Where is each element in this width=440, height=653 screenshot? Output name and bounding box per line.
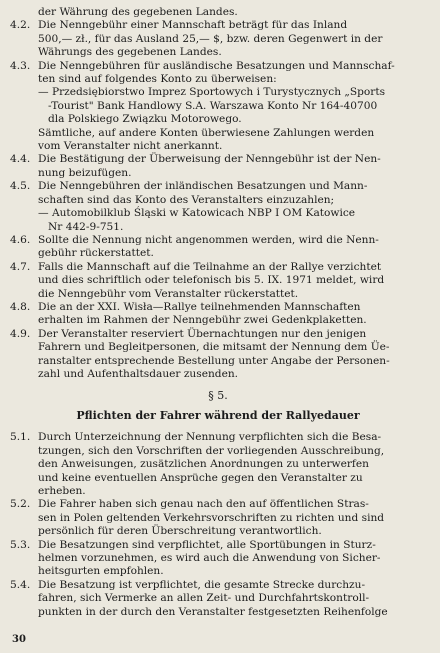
text-line: Sollte die Nennung nicht angenommen werden, wird die Nenn- [38,233,379,246]
paragraph-4-3 [10,60,426,154]
paragraph-5-1 [10,431,426,498]
text-line: Der Veranstalter reserviert Übernachtungen nur den jenigen [38,327,367,340]
text-line: fahren, sich Vermerke an allen Zeit- und Durchfahrtskontroll- [38,592,370,605]
paragraph-body [38,328,426,382]
page-number: 30 [12,634,26,645]
text-line: 500,— zł., für das Ausland 25,— $, bzw. deren Gegenwert in der [38,32,383,45]
paragraph-5-3 [10,539,426,579]
paragraph-body [38,301,426,328]
text-line: erheben. [38,485,86,497]
section-4-items [10,19,426,381]
text-line: — Automobilklub Śląski w Katowicach NBP I OM Katowice [38,207,356,220]
paragraph-number: 4.5. [10,180,31,193]
paragraph-4-7 [10,261,426,301]
text-line: vom Veranstalter nicht anerkannt. [38,140,223,153]
text-line: ranstalter entsprechende Bestellung unter Angabe der Personen- [38,354,390,367]
text-line: zahl und Aufenthaltsdauer zusenden. [38,367,239,380]
text-line: gebühr rückerstattet. [38,247,154,260]
text-line: Sämtliche, auf andere Konten überwiesene Zahlungen werden [38,126,375,139]
text-line: — Przedsiębiorstwo Imprez Sportowych i Turystycznych „Sports [38,86,386,99]
text-line: Falls die Mannschaft auf die Teilnahme an der Rallye verzichtet [38,260,382,273]
paragraph-body [38,431,426,498]
paragraph-body [38,180,426,234]
section-5-items [10,431,426,619]
text-line: Durch Unterzeichnung der Nennung verpflichten sich die Besa- [38,431,382,444]
paragraph-number: 4.4. [10,153,31,166]
text-line: helmen vorzunehmen, es wird auch die Anwendung von Sicher- [38,552,381,565]
paragraph-5-4 [10,579,426,619]
text-line: sen in Polen geltenden Verkehrsvorschriften zu richten und sind [38,511,385,524]
text-line: tzungen, sich den Vorschriften der vorliegenden Ausschreibung, [38,444,385,457]
text-line: Die Bestätigung der Überweisung der Nenngebühr ist der Nen- [38,153,381,166]
text-line: Die Fahrer haben sich genau nach den auf öffentlichen Stras- [38,498,369,511]
paragraph-4-5 [10,180,426,234]
text-line: Die Besatzungen sind verpflichtet, alle Sportübungen in Sturz- [38,538,376,551]
text-line: den Anweisungen, zusätzlichen Anordnungen zu unterwerfen [38,458,369,471]
paragraph-number: 4.9. [10,327,31,340]
text-line: schaften sind das Konto des Veranstalters einzuzahlen; [38,193,335,206]
paragraph-4-4 [10,153,426,180]
text-line: persönlich für deren Überschreitung verantwortlich. [38,525,322,538]
paragraph-body [38,60,426,154]
section-title: Pflichten der Fahrer während der Rallyedauer [76,409,360,423]
paragraph-body [38,539,426,579]
text-line: und keine eventuellen Ansprüche gegen den Veranstalter zu [38,471,363,484]
paragraph-4-8 [10,301,426,328]
paragraph-4-9 [10,328,426,382]
paragraph-number: 5.3. [10,538,31,551]
text-line: Die an der XXI. Wisła—Rallye teilnehmenden Mannschaften [38,300,361,313]
text-line: nung beizufügen. [38,166,132,179]
paragraph-body [38,19,426,59]
paragraph-number: 4.2. [10,19,31,32]
paragraph-body [38,261,426,301]
paragraph-5-2 [10,498,426,538]
text-line: heitsgurten empfohlen. [38,565,164,578]
text-line: Die Nenngebühren der inländischen Besatzungen und Mann- [38,180,368,193]
text-line: die Nenngebühr vom Veranstalter rückerstattet. [38,287,299,300]
paragraph-number: 5.4. [10,578,31,591]
text-line: Währungs des gegebenen Landes. [38,46,222,59]
paragraph-4-6 [10,234,426,261]
text-line: Nr 442-9-751. [48,220,124,233]
paragraph-body [38,153,426,180]
paragraph-number: 4.7. [10,260,31,273]
paragraph-body [38,234,426,261]
text-line: ten sind auf folgendes Konto zu überweisen: [38,73,277,86]
paragraph-number: 4.6. [10,233,31,246]
text-line: Fahrern und Begleitpersonen, die mitsamt der Nennung dem Üe- [38,341,390,354]
text-line: -Tourist" Bank Handlowy S.A. Warszawa Konto Nr 164-40700 [48,99,378,112]
text-line: dla Polskiego Związku Motorowego. [48,113,242,126]
text-line: Die Nenngebühren für ausländische Besatzungen und Mannschaf- [38,59,395,72]
continuation-line: der Währung des gegebenen Landes. [38,6,238,18]
text-line: erhalten im Rahmen der Nenngebühr zwei Gedenkplaketten. [38,314,367,327]
text-line: Die Besatzung ist verpflichtet, die gesamte Strecke durchzu- [38,578,366,591]
paragraph-number: 4.8. [10,300,31,313]
paragraph-4-2 [10,19,426,59]
paragraph-number: 4.3. [10,59,31,72]
paragraph-body [38,498,426,538]
paragraph-number: 5.1. [10,431,31,444]
text-line: und dies schriftlich oder telefonisch bis 5. IX. 1971 meldet, wird [38,274,385,287]
paragraph-body [38,579,426,619]
section-number: § 5. [208,389,228,403]
paragraph-number: 5.2. [10,498,31,511]
text-line: punkten in der durch den Veranstalter festgesetzten Reihenfolge [38,605,388,618]
text-line: Die Nenngebühr einer Mannschaft beträgt für das Inland [38,19,348,32]
